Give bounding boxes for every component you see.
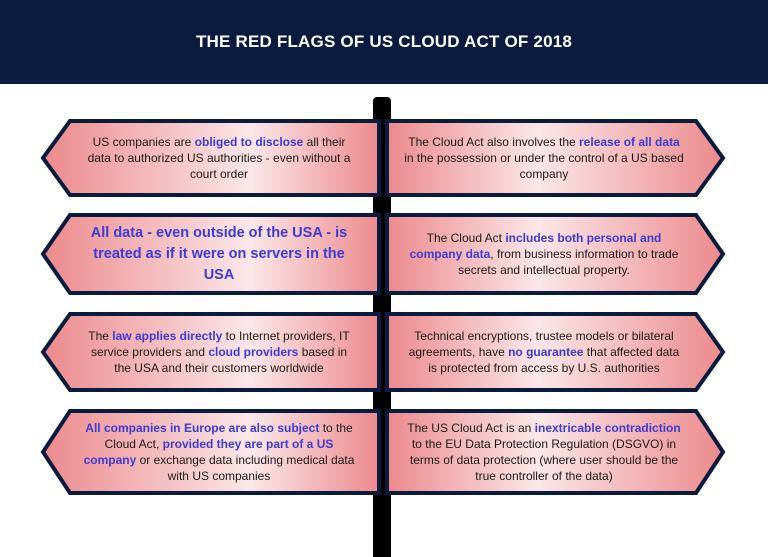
sign-right-1 bbox=[384, 118, 726, 198]
sign-left-2-text bbox=[40, 223, 382, 286]
body-text: to the Cloud Act, bbox=[104, 421, 353, 451]
page-title: THE RED FLAGS OF US CLOUD ACT OF 2018 bbox=[195, 32, 573, 51]
body-text: to the EU Data Protection Regulation (DSGVO) in terms of data protection (where user should be the true controller of the data) bbox=[409, 437, 679, 483]
sign-left-4 bbox=[40, 408, 382, 496]
body-text: US companies are bbox=[92, 135, 195, 149]
highlight-text: provided they are part of a US company bbox=[83, 437, 334, 467]
body-text: , from business information to trade secrets and intellectual property. bbox=[458, 247, 679, 277]
sign-right-4 bbox=[384, 408, 726, 496]
sign-left-4-text bbox=[40, 420, 382, 484]
highlight-text: law applies directly bbox=[112, 329, 223, 343]
sign-right-3 bbox=[384, 311, 726, 393]
body-text: or exchange data including medical data with US companies bbox=[136, 453, 355, 483]
sign-right-3-text bbox=[384, 328, 726, 376]
highlight-text: inextricable contradiction bbox=[534, 421, 681, 435]
sign-left-1 bbox=[40, 118, 382, 198]
highlight-text: release of all data bbox=[579, 135, 680, 149]
body-text: all their data to authorized US authorities - even without a court order bbox=[87, 135, 351, 181]
body-text: The Cloud Act also involves the bbox=[408, 135, 580, 149]
sign-right-1-text bbox=[384, 134, 726, 182]
highlight-text: All data - even outside of the USA - is treated as if it were on servers in the USA bbox=[90, 224, 348, 283]
body-text: The Cloud Act bbox=[426, 231, 506, 245]
body-text: to Internet providers, IT service providers and bbox=[90, 329, 350, 359]
highlight-text: obliged to disclose bbox=[194, 135, 304, 149]
body-text: Technical encryptions, trustee models or bilateral agreements, have bbox=[408, 329, 674, 359]
body-text: that affected data is protected from access by U.S. authorities bbox=[428, 345, 680, 375]
sign-right-4-text bbox=[384, 420, 726, 484]
sign-right-2-text bbox=[384, 230, 726, 278]
highlight-text: cloud providers bbox=[208, 345, 299, 359]
body-text: The US Cloud Act is an bbox=[407, 421, 535, 435]
body-text: The bbox=[88, 329, 113, 343]
sign-left-1-text bbox=[40, 134, 382, 182]
highlight-text: All companies in Europe are also subject bbox=[85, 421, 320, 435]
highlight-text: includes both personal and company data bbox=[409, 231, 662, 261]
sign-left-3 bbox=[40, 311, 382, 393]
sign-left-2 bbox=[40, 212, 382, 296]
body-text: based in the USA and their customers worldwide bbox=[114, 345, 348, 375]
highlight-text: no guarantee bbox=[508, 345, 584, 359]
body-text: in the possession or under the control of a US based company bbox=[404, 151, 684, 181]
sign-right-2 bbox=[384, 212, 726, 296]
header-banner bbox=[0, 0, 768, 84]
sign-left-3-text bbox=[40, 328, 382, 376]
